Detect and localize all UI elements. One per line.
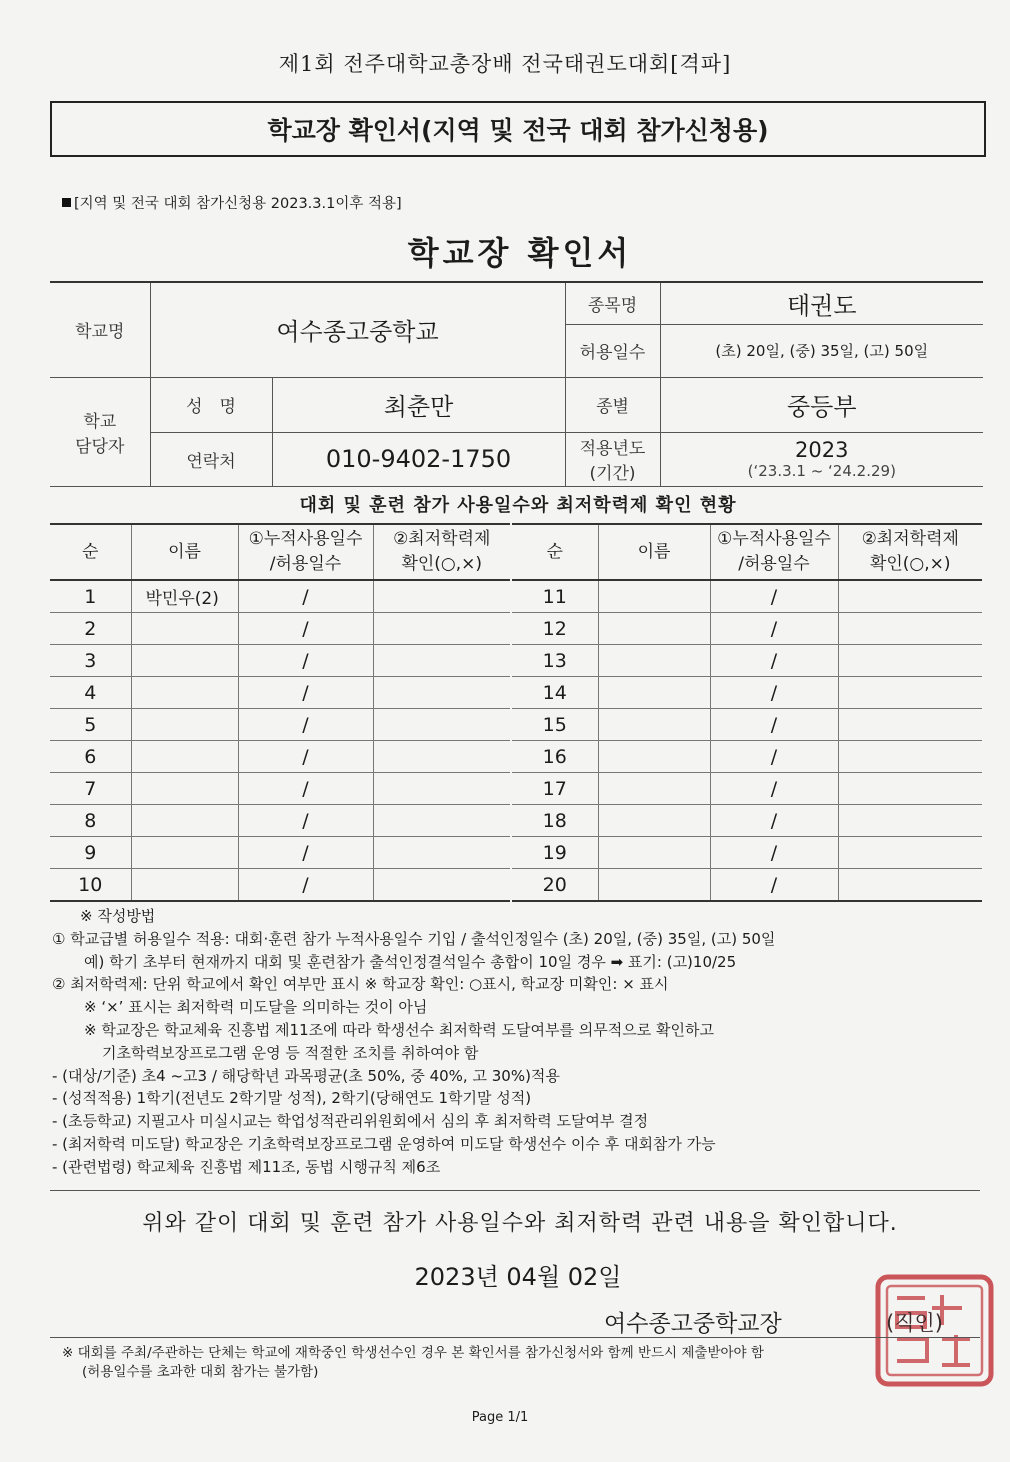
- table-row: [50, 869, 510, 902]
- min-grade-cell: [373, 677, 510, 709]
- year-label-line2: (기간): [589, 464, 636, 484]
- note-line: ※ 학교장은 학교체육 진흥법 제11조에 따라 학생선수 최저학력 도달여부를 의무적으로 확인하고: [84, 1020, 714, 1039]
- info-table: [50, 281, 983, 487]
- manager-name: 최춘만: [272, 377, 565, 432]
- table-row: [512, 709, 982, 741]
- student-name: [598, 741, 710, 773]
- table-row: [50, 613, 510, 645]
- header-min-line1: ②최저학력제: [861, 529, 959, 549]
- table-row: [50, 773, 510, 805]
- row-number: 7: [50, 773, 131, 805]
- allowed-days-value: (초) 20일, (중) 35일, (고) 50일: [660, 324, 983, 377]
- min-grade-cell: [838, 773, 982, 805]
- row-number: 4: [50, 677, 131, 709]
- student-name: [598, 869, 710, 902]
- page-number: Page 1/1: [471, 1410, 529, 1425]
- note-line: - (관련법령) 학교체육 진흥법 제11조, 동법 시행규칙 제6조: [52, 1157, 441, 1176]
- table-row: [50, 709, 510, 741]
- student-name: [131, 709, 238, 741]
- min-grade-cell: [373, 580, 510, 613]
- days-cell: /: [238, 773, 373, 805]
- days-cell: /: [710, 869, 838, 902]
- manager-label-line2: 담당자: [75, 436, 125, 457]
- days-cell: /: [238, 613, 373, 645]
- school-name-label: 학교명: [50, 282, 150, 377]
- student-table-left: [50, 523, 510, 902]
- note-line: 기초학력보장프로그램 운영 등 적절한 조치를 취하여야 함: [102, 1043, 479, 1062]
- days-cell: /: [238, 709, 373, 741]
- table-row: [50, 580, 510, 613]
- student-name: [131, 741, 238, 773]
- min-grade-cell: [838, 613, 982, 645]
- sport-value: 태권도: [660, 282, 983, 324]
- table-row: [512, 773, 982, 805]
- header-days: [238, 524, 373, 580]
- student-name: [131, 613, 238, 645]
- min-grade-cell: [373, 709, 510, 741]
- table-row: [512, 613, 982, 645]
- division-value: 중등부: [660, 377, 983, 432]
- section-note: [62, 192, 402, 213]
- row-number: 14: [512, 677, 598, 709]
- min-grade-cell: [373, 869, 510, 902]
- student-name: [598, 837, 710, 869]
- student-name: [598, 773, 710, 805]
- row-number: 15: [512, 709, 598, 741]
- header-days-line2: /허용일수: [269, 554, 342, 574]
- student-name: [598, 805, 710, 837]
- table-row: [512, 677, 982, 709]
- header-days-line1: ①누적사용일수: [248, 529, 363, 549]
- year-label: [565, 432, 660, 486]
- row-number: 2: [50, 613, 131, 645]
- days-cell: /: [710, 645, 838, 677]
- principal-title: 여수종고중학교장: [604, 1311, 782, 1337]
- header-min-line2: 확인(○,×): [401, 554, 483, 574]
- year-period: (‘23.3.1 ~ ‘24.2.29): [747, 462, 896, 480]
- footer-note: [62, 1344, 764, 1382]
- event-title: 제1회 전주대학교총장배 전국태권도대회[격파]: [278, 52, 732, 76]
- year-value: [660, 432, 983, 486]
- table-row: [50, 677, 510, 709]
- division-label: 종별: [565, 377, 660, 432]
- year-label-line1: 적용년도: [579, 439, 646, 459]
- days-cell: /: [238, 645, 373, 677]
- row-number: 11: [512, 580, 598, 613]
- table-row: [512, 805, 982, 837]
- min-grade-cell: [838, 741, 982, 773]
- min-grade-cell: [373, 613, 510, 645]
- contact-label: 연락처: [150, 432, 272, 486]
- row-number: 20: [512, 869, 598, 902]
- table-row: [50, 741, 510, 773]
- section-note-text: [지역 및 전국 대회 참가신청용 2023.3.1이후 적용]: [74, 196, 402, 212]
- min-grade-cell: [838, 805, 982, 837]
- student-name: [131, 837, 238, 869]
- student-name: [131, 677, 238, 709]
- manager-name-label: 성 명: [150, 377, 272, 432]
- student-name: 박민우(2): [131, 580, 238, 613]
- min-grade-cell: [373, 837, 510, 869]
- note-line: - (최저학력 미도달) 학교장은 기초학력보장프로그램 운영하여 미도달 학생선수 이수 후 대회참가 가능: [52, 1134, 716, 1153]
- days-cell: /: [710, 677, 838, 709]
- row-number: 16: [512, 741, 598, 773]
- form-title: 학교장 확인서(지역 및 전국 대회 참가신청용): [50, 101, 986, 157]
- document-title: 학교장 확인서: [407, 234, 633, 272]
- min-grade-cell: [838, 645, 982, 677]
- student-name: [131, 645, 238, 677]
- row-number: 19: [512, 837, 598, 869]
- table-row: [512, 741, 982, 773]
- row-number: 13: [512, 645, 598, 677]
- row-number: 6: [50, 741, 131, 773]
- student-name: [598, 677, 710, 709]
- note-line: ① 학교급별 허용일수 적용: 대회·훈련 참가 누적사용일수 기입 / 출석인정일수 (초) 20일, (중) 35일, (고) 50일: [52, 929, 776, 948]
- header-name: 이름: [131, 524, 238, 580]
- days-cell: /: [710, 613, 838, 645]
- min-grade-cell: [838, 580, 982, 613]
- note-line: - (대상/기준) 초4 ~고3 / 해당학년 과목평균(초 50%, 중 40%, 고 30%)적용: [52, 1066, 560, 1085]
- student-name: [598, 613, 710, 645]
- student-name: [131, 773, 238, 805]
- row-number: 3: [50, 645, 131, 677]
- min-grade-cell: [838, 837, 982, 869]
- header-days: [710, 524, 838, 580]
- min-grade-cell: [373, 741, 510, 773]
- header-min-line2: 확인(○,×): [869, 554, 951, 574]
- confirmation-statement: 위와 같이 대회 및 훈련 참가 사용일수와 최저학력 관련 내용을 확인합니다.: [142, 1211, 898, 1236]
- student-name: [598, 645, 710, 677]
- min-grade-cell: [838, 709, 982, 741]
- student-name: [131, 869, 238, 902]
- row-number: 18: [512, 805, 598, 837]
- row-number: 5: [50, 709, 131, 741]
- status-subtitle: 대회 및 훈련 참가 사용일수와 최저학력제 확인 현황: [299, 495, 737, 516]
- allowed-days-label: 허용일수: [565, 324, 660, 377]
- header-no: 순: [512, 524, 598, 580]
- min-grade-cell: [373, 805, 510, 837]
- min-grade-cell: [838, 869, 982, 902]
- table-row: [512, 869, 982, 902]
- note-line: - (성적적용) 1학기(전년도 2학기말 성적), 2학기(당해연도 1학기말 성적): [52, 1089, 532, 1108]
- issue-date: 2023년 04월 02일: [414, 1263, 622, 1291]
- days-cell: /: [238, 837, 373, 869]
- min-grade-cell: [838, 677, 982, 709]
- days-cell: /: [710, 580, 838, 613]
- row-number: 17: [512, 773, 598, 805]
- min-grade-cell: [373, 773, 510, 805]
- header-days-line1: ①누적사용일수: [717, 529, 831, 549]
- table-row: [50, 805, 510, 837]
- writing-notes: [52, 905, 982, 1179]
- footer-line: ※ 대회를 주최/주관하는 단체는 학교에 재학중인 학생선수인 경우 본 확인서를 참가신청서와 함께 반드시 제출받아야 함: [62, 1345, 764, 1361]
- days-cell: /: [238, 805, 373, 837]
- divider: [50, 1337, 980, 1338]
- header-days-line2: /허용일수: [738, 554, 810, 574]
- row-number: 10: [50, 869, 131, 902]
- min-grade-cell: [373, 645, 510, 677]
- footer-line: (허용일수를 초과한 대회 참가는 불가함): [82, 1364, 319, 1380]
- days-cell: /: [710, 741, 838, 773]
- note-line: 예) 학기 초부터 현재까지 대회 및 훈련참가 출석인정결석일수 총합이 10일 경우 ➡ 표기: (고)10/25: [84, 952, 737, 971]
- table-row: [512, 580, 982, 613]
- header-name: 이름: [598, 524, 710, 580]
- manager-label-line1: 학교: [83, 411, 117, 432]
- square-bullet-icon: [62, 198, 71, 207]
- school-name: 여수종고중학교: [150, 282, 565, 377]
- header-min-grade: [373, 524, 510, 580]
- header-min-grade: [838, 524, 982, 580]
- row-number: 12: [512, 613, 598, 645]
- days-cell: /: [710, 773, 838, 805]
- student-name: [598, 709, 710, 741]
- student-table-right: [512, 523, 982, 902]
- table-row: [512, 645, 982, 677]
- days-cell: /: [710, 805, 838, 837]
- divider: [50, 1190, 980, 1191]
- days-cell: /: [710, 837, 838, 869]
- days-cell: /: [238, 741, 373, 773]
- manager-label: [50, 377, 150, 486]
- days-cell: /: [710, 709, 838, 741]
- header-min-line1: ②최저학력제: [393, 529, 491, 549]
- table-row: [50, 837, 510, 869]
- sport-label: 종목명: [565, 282, 660, 324]
- note-line: ② 최저학력제: 단위 학교에서 확인 여부만 표시 ※ 학교장 확인: ○표시, 학교장 미확인: × 표시: [52, 975, 669, 994]
- year: 2023: [795, 438, 849, 462]
- seal-label: (직인): [886, 1311, 943, 1335]
- row-number: 9: [50, 837, 131, 869]
- student-name: [598, 580, 710, 613]
- note-line: ※ ‘×’ 표시는 최저학력 미도달을 의미하는 것이 아님: [84, 998, 428, 1017]
- student-name: [131, 805, 238, 837]
- note-line: - (초등학교) 지필고사 미실시교는 학업성적관리위원회에서 심의 후 최저학력 도달여부 결정: [52, 1112, 649, 1131]
- row-number: 1: [50, 580, 131, 613]
- days-cell: /: [238, 677, 373, 709]
- table-row: [50, 645, 510, 677]
- header-no: 순: [50, 524, 131, 580]
- table-row: [512, 837, 982, 869]
- days-cell: /: [238, 869, 373, 902]
- notes-heading: ※ 작성방법: [80, 907, 156, 925]
- days-cell: /: [238, 580, 373, 613]
- row-number: 8: [50, 805, 131, 837]
- contact-value: 010-9402-1750: [272, 432, 565, 486]
